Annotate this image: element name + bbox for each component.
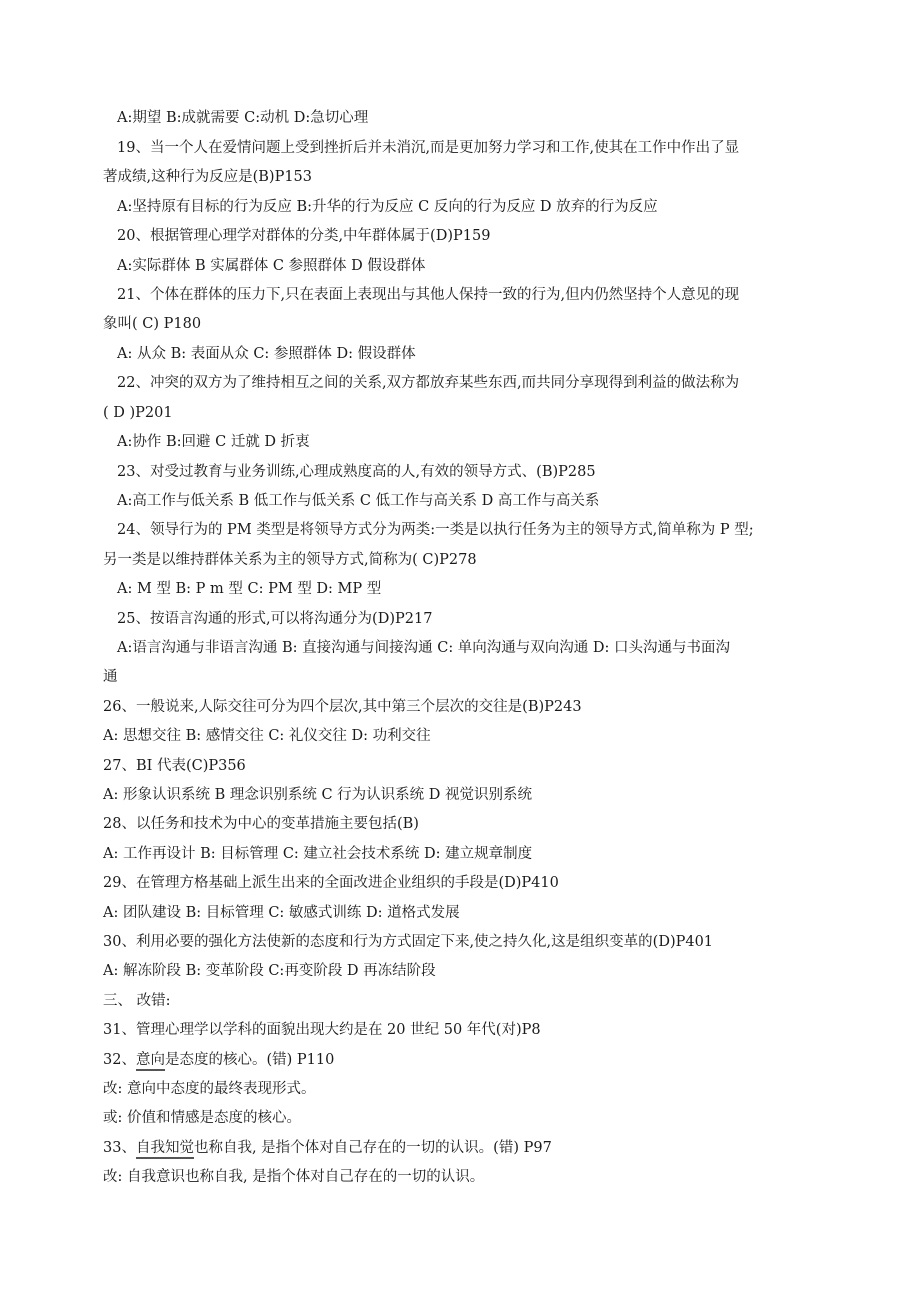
q25-stem: 25、按语言沟通的形式,可以将沟通分为(D)P217 bbox=[117, 611, 433, 627]
q23-options: A:高工作与低关系 B 低工作与低关系 C 低工作与高关系 D 高工作与高关系 bbox=[117, 493, 600, 509]
q30-stem: 30、利用必要的强化方法使新的态度和行为方式固定下来,使之持久化,这是组织变革的(D)P401 bbox=[103, 934, 714, 950]
q27-stem: 27、BI 代表(C)P356 bbox=[103, 758, 246, 774]
q23-stem: 23、对受过教育与业务训练,心理成熟度高的人,有效的领导方式、(B)P285 bbox=[117, 464, 596, 480]
q19-stem-line1: 19、当一个人在爱情问题上受到挫折后并未消沉,而是更加努力学习和工作,使其在工作中作出了显 bbox=[117, 140, 740, 156]
q18-options: A:期望 B:成就需要 C:动机 D:急切心理 bbox=[117, 110, 369, 126]
q24-options: A: M 型 B: P m 型 C: PM 型 D: MP 型 bbox=[117, 581, 382, 597]
q24-stem-line2: 另一类是以维持群体关系为主的领导方式,简称为( C)P278 bbox=[103, 552, 477, 568]
q32-alternative: 或: 价值和情感是态度的核心。 bbox=[103, 1110, 301, 1126]
q29-stem: 29、在管理方格基础上派生出来的全面改进企业组织的手段是(D)P410 bbox=[103, 875, 559, 891]
q20-options: A:实际群体 B 实属群体 C 参照群体 D 假设群体 bbox=[117, 258, 426, 274]
q31-statement: 31、管理心理学以学科的面貌出现大约是在 20 世纪 50 年代(对)P8 bbox=[103, 1022, 541, 1038]
q25-options-line2: 通 bbox=[103, 669, 118, 685]
q32-statement bbox=[103, 1050, 334, 1070]
q29-options: A: 团队建设 B: 目标管理 C: 敏感式训练 D: 道格式发展 bbox=[103, 905, 460, 921]
q33-underlined-term: 自我知觉 bbox=[136, 1140, 194, 1159]
q33-number: 33、 bbox=[103, 1140, 136, 1156]
q22-stem-line2: ( D )P201 bbox=[103, 405, 173, 421]
q33-rest: 也称自我, 是指个体对自己存在的一切的认识。(错) P97 bbox=[193, 1140, 552, 1156]
q19-options: A:坚持原有目标的行为反应 B:升华的行为反应 C 反向的行为反应 D 放弃的行为反应 bbox=[117, 199, 658, 215]
q32-correction: 改: 意向中态度的最终表现形式。 bbox=[103, 1081, 316, 1097]
q28-stem: 28、以任务和技术为中心的变革措施主要包括(B) bbox=[103, 816, 419, 832]
q32-underlined-term: 意向 bbox=[136, 1052, 165, 1071]
section-heading-corrections: 三、 改错: bbox=[103, 993, 171, 1009]
q27-options: A: 形象认识系统 B 理念识别系统 C 行为认识系统 D 视觉识别系统 bbox=[103, 787, 532, 803]
q26-stem: 26、一般说来,人际交往可分为四个层次,其中第三个层次的交往是(B)P243 bbox=[103, 699, 582, 715]
q20-stem: 20、根据管理心理学对群体的分类,中年群体属于(D)P159 bbox=[117, 228, 491, 244]
q21-stem-line1: 21、个体在群体的压力下,只在表面上表现出与其他人保持一致的行为,但内仍然坚持个人意见的现 bbox=[117, 287, 740, 303]
q32-number: 32、 bbox=[103, 1052, 136, 1068]
q21-stem-line2: 象叫( C) P180 bbox=[103, 316, 202, 332]
q21-options: A: 从众 B: 表面从众 C: 参照群体 D: 假设群体 bbox=[117, 346, 416, 362]
q32-rest: 是态度的核心。(错) P110 bbox=[164, 1052, 335, 1068]
q22-options: A:协作 B:回避 C 迁就 D 折衷 bbox=[117, 434, 310, 450]
q22-stem-line1: 22、冲突的双方为了维持相互之间的关系,双方都放弃某些东西,而共同分享现得到利益的做法称为 bbox=[117, 375, 740, 391]
q30-options: A: 解冻阶段 B: 变革阶段 C:再变阶段 D 再冻结阶段 bbox=[103, 963, 436, 979]
q19-stem-line2: 著成绩,这种行为反应是(B)P153 bbox=[103, 169, 313, 185]
q33-statement bbox=[103, 1138, 552, 1158]
q33-correction: 改: 自我意识也称自我, 是指个体对自己存在的一切的认识。 bbox=[103, 1169, 485, 1185]
q25-options-line1: A:语言沟通与非语言沟通 B: 直接沟通与间接沟通 C: 单向沟通与双向沟通 D: 口头沟通与书面沟 bbox=[117, 640, 731, 656]
q28-options: A: 工作再设计 B: 目标管理 C: 建立社会技术系统 D: 建立规章制度 bbox=[103, 846, 533, 862]
q24-stem-line1: 24、领导行为的 PM 类型是将领导方式分为两类:一类是以执行任务为主的领导方式,简单称为 P 型; bbox=[117, 522, 754, 538]
q26-options: A: 思想交往 B: 感情交往 C: 礼仪交往 D: 功利交往 bbox=[103, 728, 431, 744]
